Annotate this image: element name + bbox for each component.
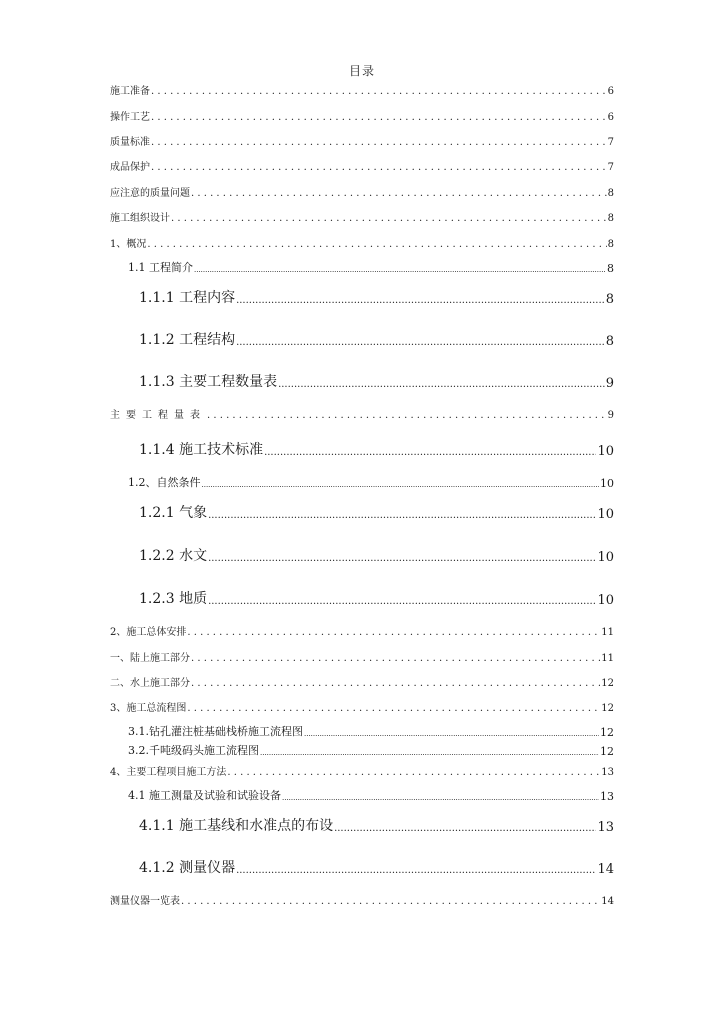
toc-page-number: 10 xyxy=(597,444,614,459)
toc-entry-label xyxy=(139,329,235,349)
toc-leader xyxy=(151,86,607,97)
toc-page-number: 10 xyxy=(600,477,614,490)
toc-page-number: 13 xyxy=(600,790,614,803)
toc-entry-number: 1.1.1 xyxy=(139,290,180,306)
toc-entry-text: 工程结构 xyxy=(179,332,236,348)
toc-entry[interactable] xyxy=(128,787,614,803)
toc-entry[interactable] xyxy=(128,742,614,758)
toc-entry-text: 施工技术标准 xyxy=(179,442,264,458)
toc-entry-label: 2、施工总体安排 xyxy=(110,627,187,638)
toc-entry-label xyxy=(139,502,207,522)
toc-entry[interactable] xyxy=(139,815,614,835)
toc-page-number: 10 xyxy=(597,507,614,522)
toc-page-number: 8 xyxy=(607,239,614,250)
toc-entry-label: 施工组织设计 xyxy=(110,213,170,224)
toc-page-number: 14 xyxy=(597,862,614,877)
toc-page-number: 8 xyxy=(607,213,614,224)
toc-entry-label: 施工准备 xyxy=(110,86,150,97)
toc-entry-number: 1.2.1 xyxy=(139,505,180,521)
toc-entry-label: 成品保护 xyxy=(110,162,150,173)
toc-leader xyxy=(282,790,599,803)
toc-page-number: 12 xyxy=(600,726,614,739)
toc-entry-text: 施工基线和水准点的布设 xyxy=(179,818,334,834)
toc-entry-label: 4、主要工程项目施工方法 xyxy=(110,767,227,778)
toc-entry[interactable] xyxy=(110,649,614,664)
toc-leader xyxy=(334,819,596,835)
toc-entry-label: 主要工程量表 xyxy=(110,410,206,421)
toc-entry[interactable] xyxy=(110,184,614,199)
toc-entry-number: 1.2.3 xyxy=(139,591,180,607)
toc-entry-text: 测量仪器 xyxy=(179,860,236,876)
toc-entry-label: 测量仪器一览表 xyxy=(110,896,180,907)
toc-entry-label: 3、施工总流程图 xyxy=(110,703,187,714)
toc-leader xyxy=(171,213,607,224)
toc-entry-number: 1.1.2 xyxy=(139,332,180,348)
toc-entry[interactable] xyxy=(110,158,614,173)
toc-entry[interactable] xyxy=(139,329,614,349)
toc-leader xyxy=(236,861,596,877)
toc-page-number: 6 xyxy=(607,86,614,97)
toc-title: 目录 xyxy=(348,64,375,78)
toc-entry-label: 3.2.千吨级码头施工流程图 xyxy=(128,744,259,757)
toc-page-number: 8 xyxy=(605,292,614,307)
toc-entry-label: 1、概况 xyxy=(110,239,147,250)
toc-leader xyxy=(227,767,600,778)
toc-entry-label: 二、水上施工部分 xyxy=(110,678,190,689)
toc-page-number: 6 xyxy=(607,112,614,123)
toc-entry-label: 应注意的质量问题 xyxy=(110,188,190,199)
toc-entry[interactable] xyxy=(110,763,614,778)
toc-leader xyxy=(202,477,600,490)
toc-page-number: 8 xyxy=(605,334,614,349)
toc-entry[interactable] xyxy=(128,259,614,275)
toc-entry[interactable] xyxy=(110,674,614,689)
toc-entry[interactable] xyxy=(139,287,614,307)
toc-leader xyxy=(151,162,607,173)
toc-entry-number: 1.2.2 xyxy=(139,548,180,564)
toc-entry-number: 1.1.4 xyxy=(139,442,180,458)
toc-page-number: 10 xyxy=(597,593,614,608)
toc-entry-label xyxy=(139,588,207,608)
toc-leader xyxy=(151,137,607,148)
toc-entry[interactable] xyxy=(139,371,614,391)
toc-entry[interactable] xyxy=(110,209,614,224)
toc-leader xyxy=(187,703,600,714)
toc-leader xyxy=(260,745,599,758)
toc-entry-label xyxy=(139,815,333,835)
toc-leader xyxy=(207,410,607,421)
toc-leader xyxy=(264,443,596,459)
toc-entry[interactable] xyxy=(110,406,614,421)
toc-entry-text: 水文 xyxy=(179,548,208,564)
toc-entry[interactable] xyxy=(110,82,614,97)
toc-leader xyxy=(208,592,596,608)
toc-entry[interactable] xyxy=(128,723,614,739)
toc-entry-label: 质量标准 xyxy=(110,137,150,148)
toc-entry[interactable] xyxy=(110,623,614,638)
toc-page-number: 13 xyxy=(601,767,614,778)
toc-leader xyxy=(151,112,607,123)
toc-entry-label xyxy=(139,857,235,877)
toc-page-number: 12 xyxy=(601,703,614,714)
toc-leader xyxy=(278,375,605,391)
toc-leader xyxy=(304,726,599,739)
toc-entry-number: 4.1.2 xyxy=(139,860,180,876)
toc-leader xyxy=(191,678,600,689)
toc-page-number: 11 xyxy=(601,627,614,638)
toc-entry[interactable] xyxy=(110,699,614,714)
toc-leader xyxy=(236,291,605,307)
toc-entry-text: 地质 xyxy=(179,591,208,607)
toc-page-number: 13 xyxy=(597,820,614,835)
toc-page-number: 10 xyxy=(597,550,614,565)
toc-entry-label: 4.1 施工测量及试验和试验设备 xyxy=(128,789,281,802)
toc-entry[interactable] xyxy=(128,474,614,490)
toc-entry-label: 1.2、自然条件 xyxy=(128,476,201,489)
toc-leader xyxy=(181,896,600,907)
toc-entry-text: 主要工程数量表 xyxy=(179,374,278,390)
toc-leader xyxy=(194,262,606,275)
toc-entry[interactable] xyxy=(110,133,614,148)
toc-entry-label xyxy=(139,371,277,391)
toc-page-number: 12 xyxy=(600,745,614,758)
toc-entry-number: 4.1.1 xyxy=(139,818,180,834)
toc-page-number: 7 xyxy=(607,162,614,173)
toc-page-number: 9 xyxy=(605,376,614,391)
toc-entry-text: 气象 xyxy=(179,505,208,521)
toc-entry-label xyxy=(139,439,263,459)
toc-entry[interactable] xyxy=(110,892,614,907)
toc-entry[interactable] xyxy=(139,588,614,608)
toc-entry[interactable] xyxy=(139,502,614,522)
toc-entry[interactable] xyxy=(139,857,614,877)
toc-entry-label: 操作工艺 xyxy=(110,112,150,123)
toc-page-number: 12 xyxy=(601,678,614,689)
toc-leader xyxy=(187,627,600,638)
toc-entry-label xyxy=(139,545,207,565)
toc-entry[interactable] xyxy=(139,545,614,565)
toc-entry-label xyxy=(139,287,235,307)
toc-leader xyxy=(191,653,600,664)
toc-page-number: 8 xyxy=(607,262,614,275)
toc-leader xyxy=(147,239,606,250)
toc-page-number: 8 xyxy=(607,188,614,199)
toc-leader xyxy=(208,506,596,522)
toc-page-number: 14 xyxy=(601,896,614,907)
toc-entry-number: 1.1.3 xyxy=(139,374,180,390)
toc-page-number: 7 xyxy=(607,137,614,148)
toc-entry-label: 3.1.钻孔灌注桩基础栈桥施工流程图 xyxy=(128,725,303,738)
toc-leader xyxy=(208,549,596,565)
toc-entry[interactable] xyxy=(110,235,614,250)
toc-page-number: 9 xyxy=(607,410,614,421)
toc-entry[interactable] xyxy=(139,439,614,459)
toc-entry-label: 一、陆上施工部分 xyxy=(110,653,190,664)
toc-entry[interactable] xyxy=(110,108,614,123)
toc-leader xyxy=(236,333,605,349)
toc-entry-label: 1.1 工程简介 xyxy=(128,261,193,274)
toc-leader xyxy=(191,188,607,199)
toc-entry-text: 工程内容 xyxy=(179,290,236,306)
toc-page-number: 11 xyxy=(601,653,614,664)
